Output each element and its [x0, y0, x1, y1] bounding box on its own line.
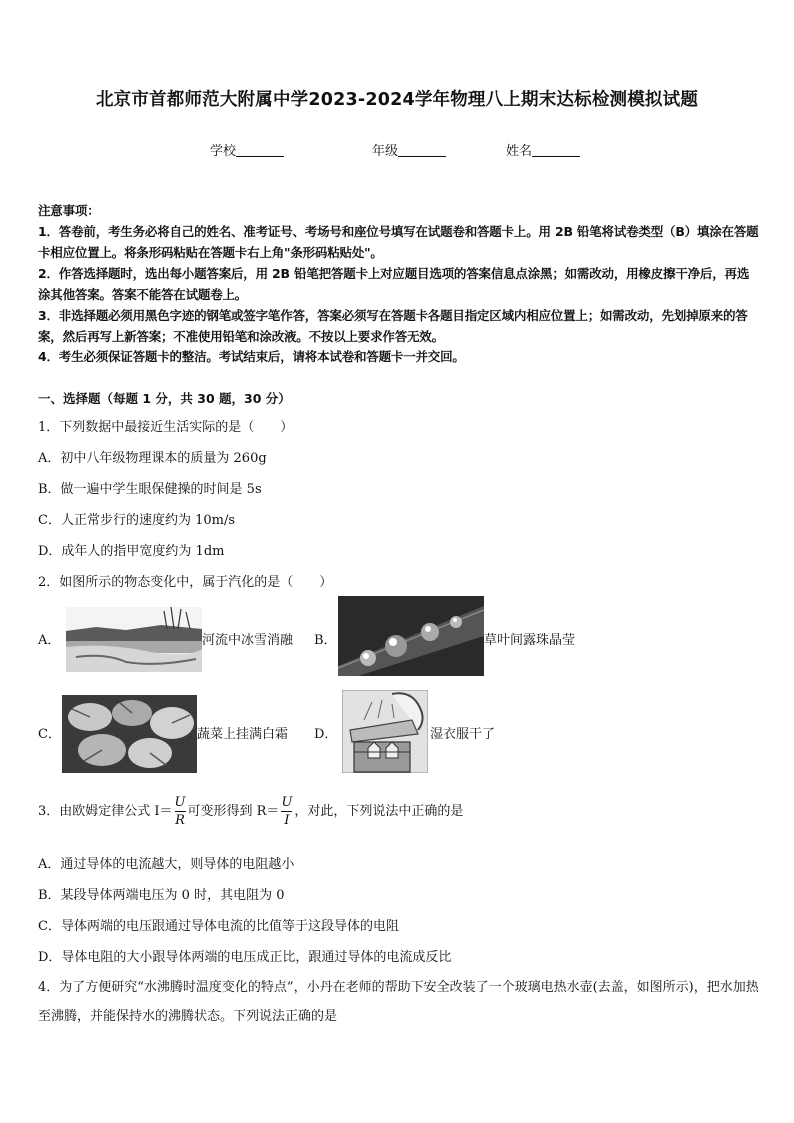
q3-fraction-i — [175, 794, 186, 829]
dew-drops-image — [338, 596, 484, 676]
q2-option-b-caption: 草叶间露珠晶莹 — [484, 633, 576, 648]
q1-option-b: B．做一遍中学生眼保健操的时间是 5s — [38, 482, 262, 497]
school-blank — [236, 144, 284, 157]
school-field — [210, 140, 284, 159]
q1-option-d: D．成年人的指甲宽度约为 1dm — [38, 544, 225, 559]
q3-stem — [38, 794, 463, 830]
grade-blank — [398, 144, 446, 157]
q3-option-d: D．导体电阻的大小跟导体两端的电压成正比，跟通过导体的电流成反比 — [38, 950, 452, 965]
page-title: 北京市首都师范大附属中学2023-2024学年物理八上期末达标检测模拟试题 — [95, 90, 699, 110]
q4-stem: 4．为了方便研究“水沸腾时温度变化的特点”，小丹在老师的帮助下安全改装了一个玻璃电热水壶(去盖，如图所示)，把水加热至沸腾，并能保持水的沸腾状态。下列说法正确的是 — [38, 980, 759, 1024]
q3-option-b: B．某段导体两端电压为 0 时，其电阻为 0 — [38, 888, 285, 903]
q1-stem: 1．下列数据中最接近生活实际的是（ ） — [38, 420, 294, 435]
grade-field — [372, 140, 446, 159]
q3-frac1-numerator: U — [174, 795, 186, 810]
q2-option-d-letter: D． — [314, 727, 338, 742]
q2-option-a-letter: A． — [38, 633, 61, 648]
q3-frac1-denominator: R — [175, 813, 185, 828]
q2-stem: 2．如图所示的物态变化中，属于汽化的是（ ） — [38, 575, 333, 590]
q3-frac2-numerator: U — [281, 795, 293, 810]
q2-option-c-letter: C． — [38, 727, 61, 742]
q1-option-a: A．初中八年级物理课本的质量为 260g — [38, 451, 267, 466]
q3-frac2-denominator: I — [281, 811, 292, 829]
drying-clothes-image — [342, 690, 428, 773]
section-heading: 一、选择题（每题 1 分，共 30 题，30 分） — [38, 391, 291, 406]
school-label: 学校 — [210, 144, 237, 159]
grade-label: 年级 — [372, 144, 399, 159]
name-blank — [532, 144, 580, 157]
q3-stem-post: ，对此，下列说法中正确的是 — [294, 804, 464, 819]
q3-stem-pre: 3．由欧姆定律公式 I＝ — [38, 804, 173, 819]
q3-option-c: C．导体两端的电压跟通过导体电流的比值等于这段导体的电阻 — [38, 919, 399, 934]
q3-stem-mid: 可变形得到 R＝ — [187, 804, 280, 819]
q2-option-d-caption: 湿衣服干了 — [430, 727, 496, 742]
note-item-2: 2．作答选择题时，选出每小题答案后，用 2B 铅笔把答题卡上对应题目选项的答案信息点涂黑；如需改动，用橡皮擦干净后，再选涂其他答案。答案不能答在试题卷上。 — [38, 266, 750, 302]
name-label: 姓名 — [506, 144, 533, 159]
note-item-4: 4．考生必须保证答题卡的整洁。考试结束后，请将本试卷和答题卡一并交回。 — [38, 349, 465, 364]
note-item-1: 1．答卷前，考生务必将自己的姓名、准考证号、考场号和座位号填写在试题卷和答题卡上。用 2B 铅笔将试卷类型（B）填涂在答题卡相应位置上。将条形码粘贴在答题卡右上角"条形码粘贴处"。 — [38, 224, 759, 260]
q3-option-a: A．通过导体的电流越大，则导体的电阻越小 — [38, 857, 295, 872]
frozen-river-image — [66, 607, 202, 672]
frosted-vegetables-image — [62, 695, 197, 773]
q2-option-c-caption: 蔬菜上挂满白霜 — [197, 727, 289, 742]
q2-option-a-caption: 河流中冰雪消融 — [202, 633, 294, 648]
q1-option-c: C．人正常步行的速度约为 10m/s — [38, 513, 235, 528]
notes-heading: 注意事项： — [38, 203, 100, 218]
note-item-3: 3．非选择题必须用黑色字迹的钢笔或签字笔作答，答案必须写在答题卡各题目指定区域内相应位置上；如需改动，先划掉原来的答案，然后再写上新答案；不准使用铅笔和涂改液。不按以上要求作答无效。 — [38, 308, 748, 344]
q3-fraction-r — [281, 794, 292, 829]
q2-option-b-letter: B． — [314, 633, 337, 648]
name-field — [506, 140, 580, 159]
